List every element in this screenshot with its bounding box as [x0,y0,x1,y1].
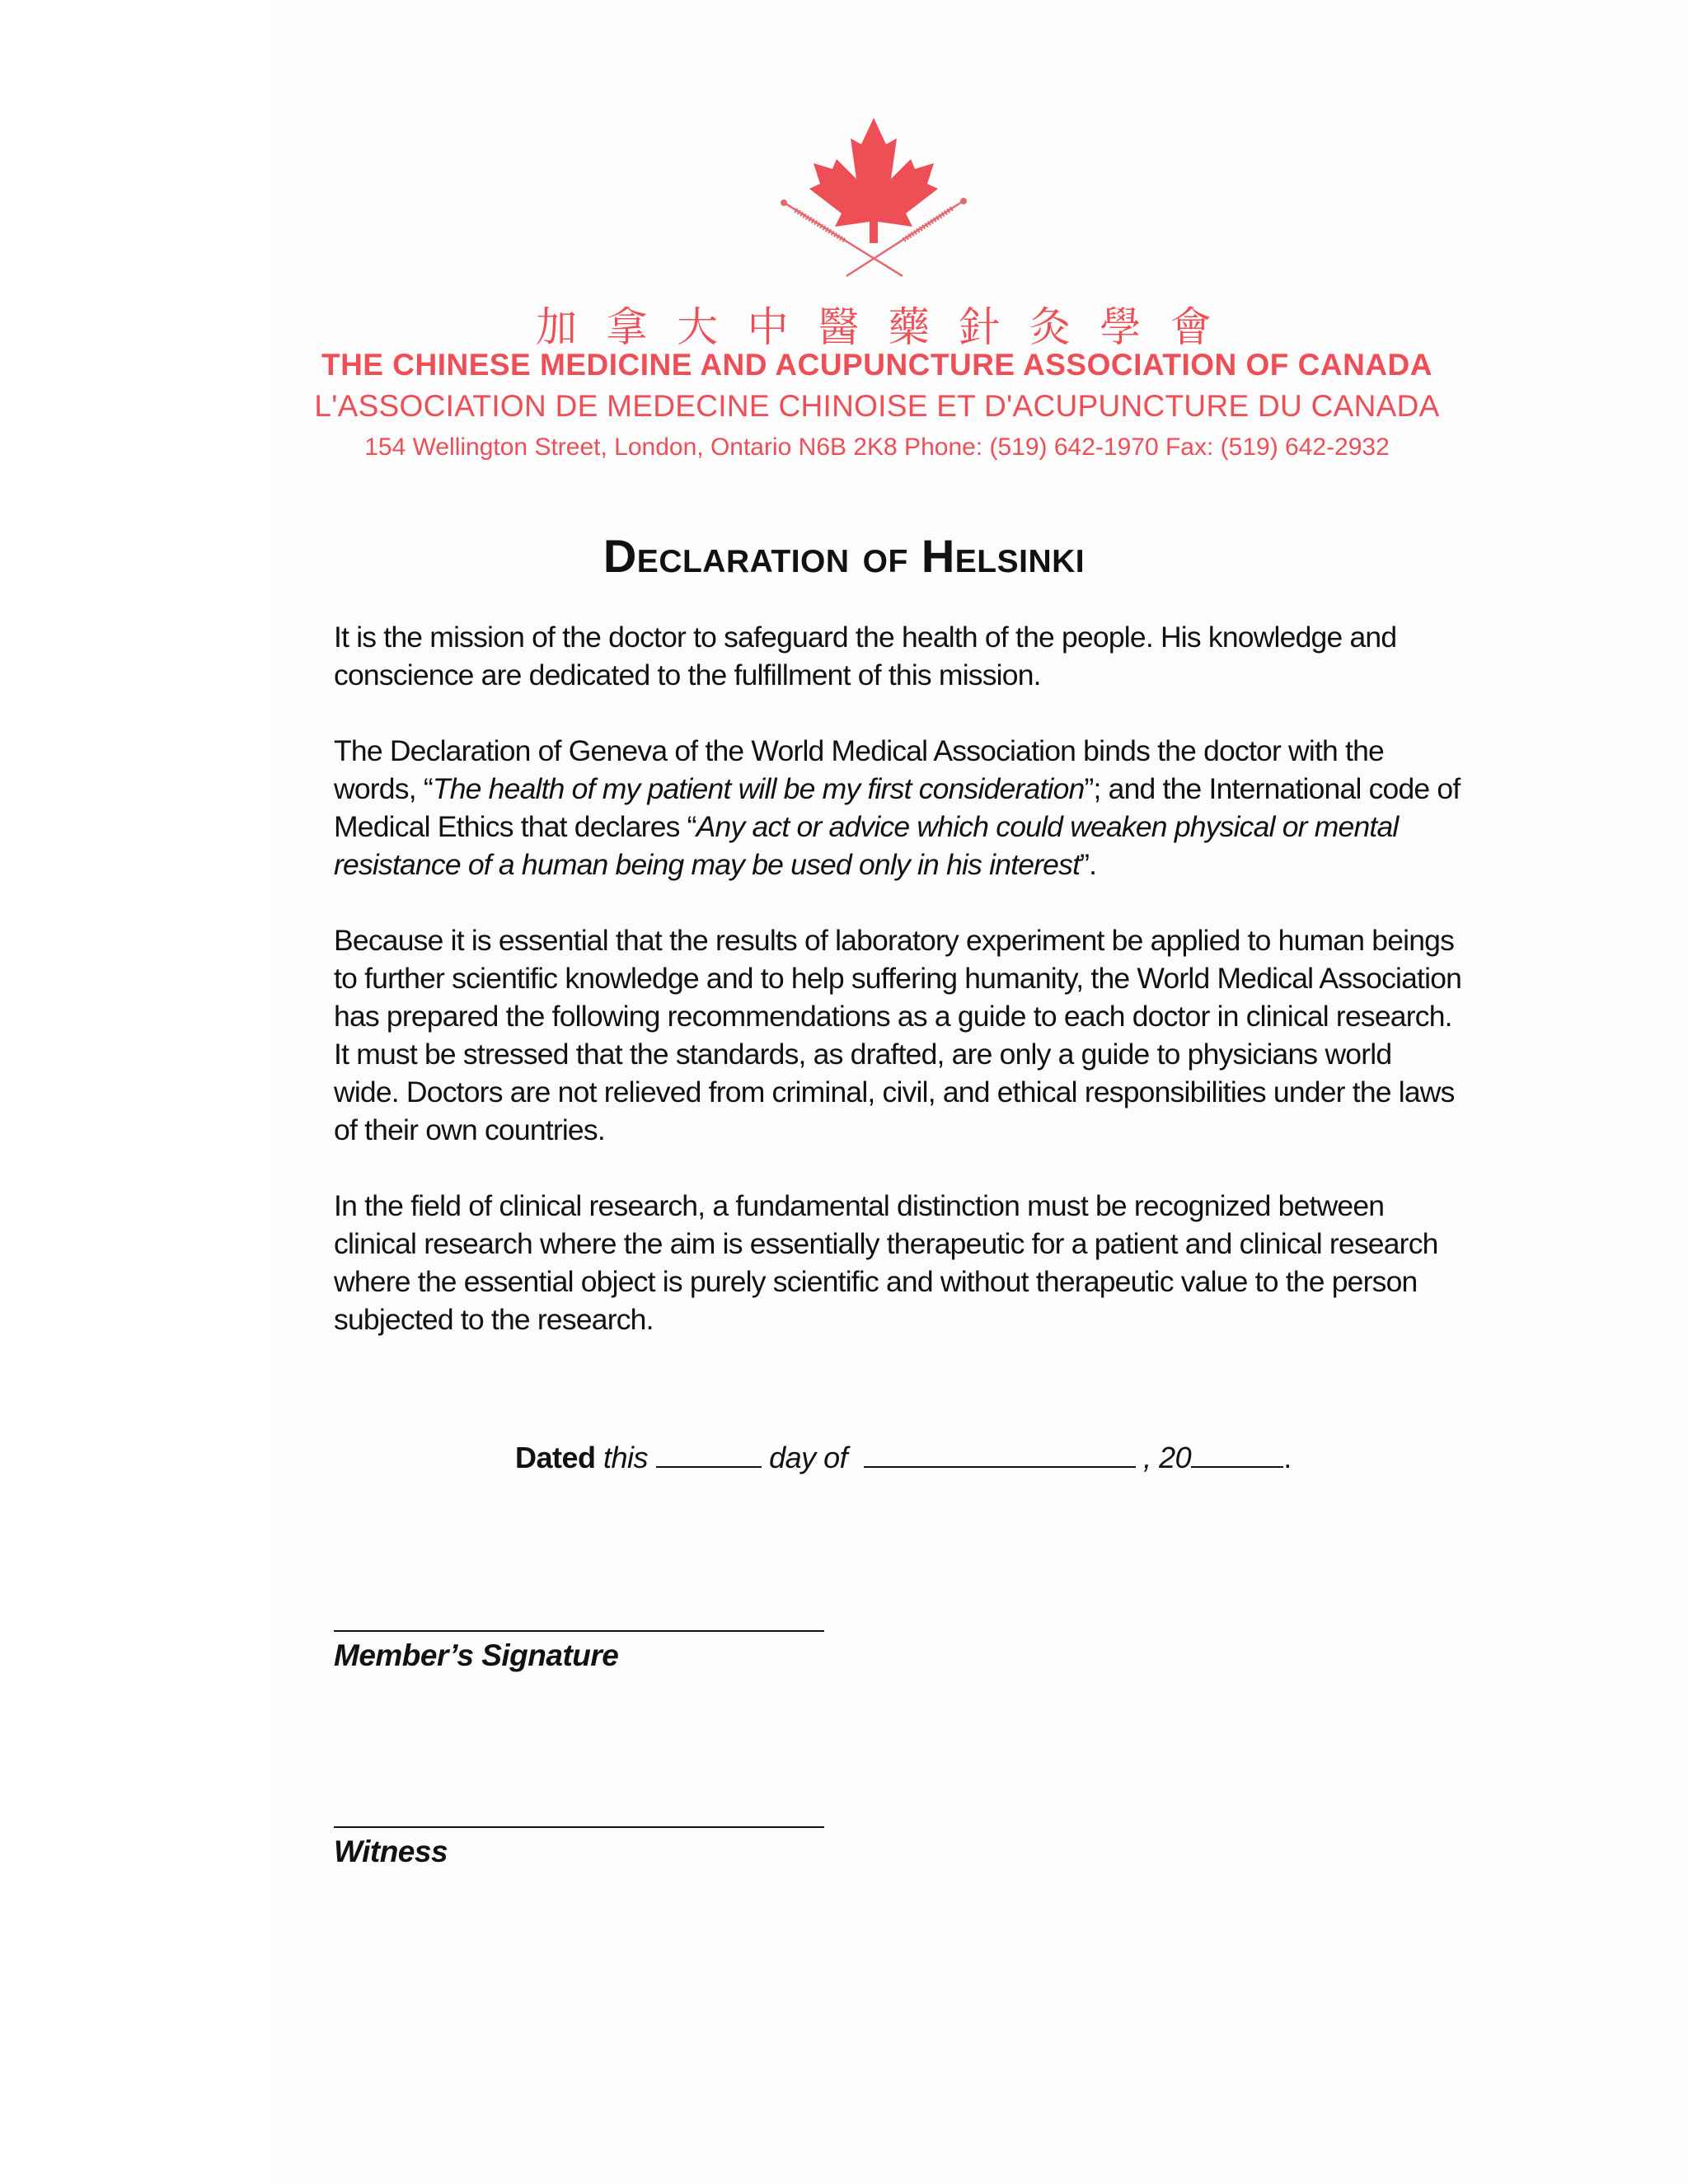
dated-label: Dated [515,1441,596,1474]
cn-char: 藥 [888,303,930,351]
member-signature-line[interactable] [334,1630,824,1632]
cn-char: 加 [536,303,577,351]
comma-label: , 20 [1135,1441,1192,1474]
cn-char: 拿 [606,303,648,351]
chinese-association-name [528,295,1220,353]
period: . [1283,1441,1292,1474]
cn-char: 中 [747,303,789,351]
english-association-name: THE CHINESE MEDICINE AND ACUPUNCTURE ASSOCIATION OF CANADA [321,348,1432,382]
witness-signature-label: Witness [334,1835,448,1868]
paragraph-text: The Declaration of Geneva of the World Medical Association binds the doctor with the words, “ [334,734,1384,805]
paragraph-text: ”; and the International code of Medical Ethics that declares “ [334,772,1461,843]
cn-char: 灸 [1029,303,1071,351]
cn-char: 大 [677,303,719,351]
document-body [334,618,1463,1376]
quote-ethics-code: Any act or advice which could weaken physical or mental resistance of a human being may be used only in his interest [334,810,1399,881]
quote-geneva: The health of my patient will be my first consideration [432,772,1085,805]
cn-char: 會 [1170,303,1212,351]
day-of-label: day of [761,1441,856,1474]
year-blank[interactable] [1191,1438,1283,1468]
paragraph-clinical-research: In the field of clinical research, a fundamental distinction must be recognized between clinical research where the aim is essentially therapeutic for a patient and clinical research where the essential object is purely scientific and without therapeutic value to the person subjected to the research. [334,1189,1438,1336]
witness-signature-block [334,1826,828,1869]
maple-leaf-with-crossed-needles-icon [771,111,977,288]
paragraph-recommendations: Because it is essential that the results of laboratory experiment be applied to human beings to further scientific knowledge and to help suffering humanity, the World Medical Association has prepared the following recommendations as a guide to each doctor in clinical research. It must be stressed that the standards, as drafted, are only a guide to physicians world wide. Doctors are not relieved from criminal, civil, and ethical responsibilities under the laws of their own countries. [334,924,1462,1146]
cn-char: 針 [959,303,1001,351]
association-address: 154 Wellington Street, London, Ontario N6B 2K8 Phone: (519) 642-1970 Fax: (519) 642-2932 [364,434,1390,461]
document-title: Declaration of Helsinki [603,530,1085,582]
letterhead [0,0,1688,478]
paragraph-text: ”. [1080,848,1097,881]
cn-char: 學 [1100,303,1142,351]
cn-char: 醫 [818,303,860,351]
witness-signature-line[interactable] [334,1826,824,1828]
this-label: this [595,1441,656,1474]
member-signature-block [334,1630,828,1673]
paragraph-geneva [334,732,1463,883]
paragraph-mission: It is the mission of the doctor to safeguard the health of the people. His knowledge and conscience are dedicated to the fulfillment of this mission. [334,621,1397,691]
month-blank[interactable] [864,1438,1136,1468]
day-blank[interactable] [656,1438,762,1468]
date-line [515,1438,1292,1475]
french-association-name: L'ASSOCIATION DE MEDECINE CHINOISE ET D'ACUPUNCTURE DU CANADA [314,389,1440,423]
member-signature-label: Member’s Signature [334,1638,619,1672]
